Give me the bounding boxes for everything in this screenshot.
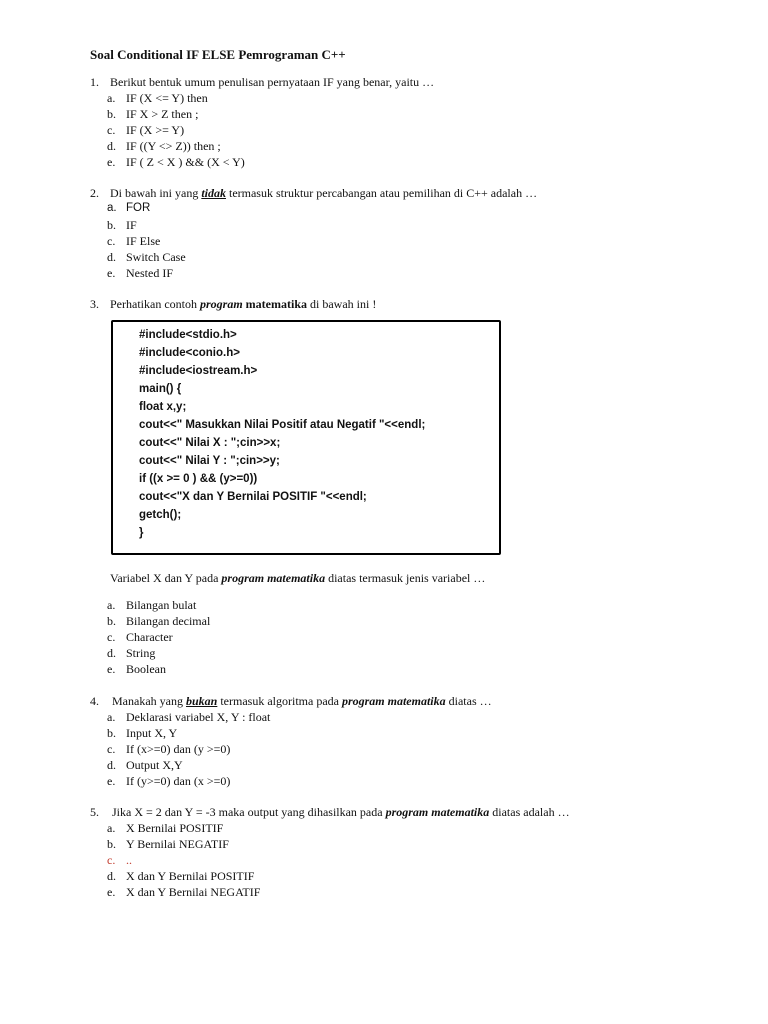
option: d. String bbox=[107, 646, 156, 660]
emphasis-word: bukan bbox=[185, 694, 218, 708]
option: e. X dan Y Bernilai NEGATIF bbox=[107, 885, 261, 899]
option: e. IF ( Z < X ) && (X < Y) bbox=[107, 155, 245, 169]
code-line: cout<<" Masukkan Nilai Positif atau Negatif "<<endl; bbox=[139, 419, 426, 431]
option: b. Bilangan decimal bbox=[107, 614, 211, 628]
code-box bbox=[111, 320, 501, 555]
question-text: Manakah yang bukan termasuk algoritma pada program matematika diatas … bbox=[112, 694, 492, 708]
question-number: 1. bbox=[90, 75, 99, 89]
option: e. Boolean bbox=[107, 662, 166, 676]
option: b. IF X > Z then ; bbox=[107, 107, 199, 121]
option: c. IF (X >= Y) bbox=[107, 123, 185, 137]
option: e. Nested IF bbox=[107, 266, 173, 280]
option: b. IF bbox=[107, 218, 137, 232]
question-number: 3. bbox=[90, 297, 99, 311]
code-line: if ((x >= 0 ) && (y>=0)) bbox=[139, 473, 258, 485]
option: d. X dan Y Bernilai POSITIF bbox=[107, 869, 255, 883]
code-line: #include<conio.h> bbox=[139, 347, 240, 359]
code-line: getch(); bbox=[139, 509, 182, 521]
document-title: Soal Conditional IF ELSE Pemrograman C++ bbox=[90, 47, 346, 62]
question-text: Di bawah ini yang tidak termasuk struktur percabangan atau pemilihan di C++ adalah … bbox=[110, 186, 538, 200]
code-line: float x,y; bbox=[139, 401, 187, 413]
option: c. IF Else bbox=[107, 234, 161, 248]
question-text: Jika X = 2 dan Y = -3 maka output yang dihasilkan pada program matematika diatas adalah … bbox=[112, 805, 570, 819]
question-text: Perhatikan contoh program matematika di bawah ini ! bbox=[110, 297, 377, 311]
option: a. IF (X <= Y) then bbox=[107, 91, 208, 105]
code-line: cout<<" Nilai X : ";cin>>x; bbox=[139, 437, 281, 449]
code-line: cout<<" Nilai Y : ";cin>>y; bbox=[139, 455, 280, 467]
option-highlighted: c. .. bbox=[107, 853, 132, 867]
code-line: #include<stdio.h> bbox=[139, 329, 237, 341]
question-number: 2. bbox=[90, 186, 99, 200]
emphasis-word: tidak bbox=[201, 186, 226, 200]
question-number: 4. bbox=[90, 694, 99, 708]
option: a. Deklarasi variabel X, Y : float bbox=[107, 710, 271, 724]
option: d. Switch Case bbox=[107, 250, 186, 264]
option: b. Input X, Y bbox=[107, 726, 178, 740]
option: a. FOR bbox=[107, 202, 151, 214]
question-followup: Variabel X dan Y pada program matematika diatas termasuk jenis variabel … bbox=[110, 571, 486, 585]
option: d. Output X,Y bbox=[107, 758, 183, 772]
code-line: } bbox=[139, 527, 144, 539]
option: b. Y Bernilai NEGATIF bbox=[107, 837, 229, 851]
option: c. If (x>=0) dan (y >=0) bbox=[107, 742, 231, 756]
question-text: Berikut bentuk umum penulisan pernyataan IF yang benar, yaitu … bbox=[110, 75, 435, 89]
option: c. Character bbox=[107, 630, 173, 644]
code-line: main() { bbox=[139, 383, 182, 395]
option: a. X Bernilai POSITIF bbox=[107, 821, 224, 835]
code-line: cout<<"X dan Y Bernilai POSITIF "<<endl; bbox=[139, 491, 367, 503]
option: a. Bilangan bulat bbox=[107, 598, 197, 612]
option: d. IF ((Y <> Z)) then ; bbox=[107, 139, 221, 153]
option: e. If (y>=0) dan (x >=0) bbox=[107, 774, 231, 788]
code-line: #include<iostream.h> bbox=[139, 365, 258, 377]
question-number: 5. bbox=[90, 805, 99, 819]
